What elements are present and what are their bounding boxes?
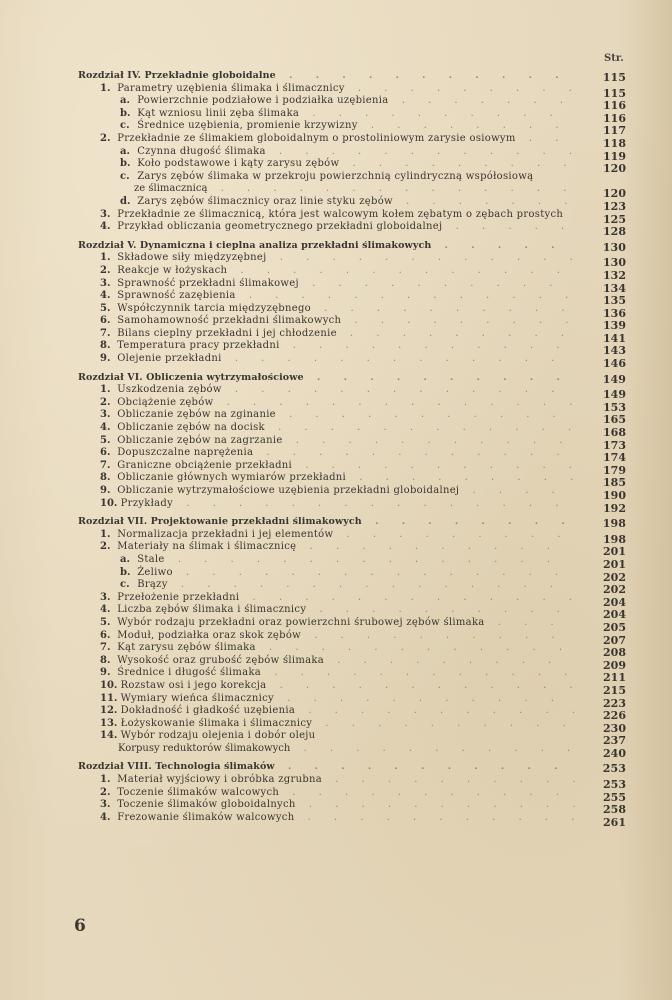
entry-label: Wybór rodzaju olejenia i dobór oleju [120,730,316,742]
entry-number: a. [120,553,130,565]
toc-entry [78,692,626,710]
page-ref: 116 [603,111,626,125]
chapter-heading [78,761,626,774]
entry-label: Toczenie ślimaków globoidalnych [117,799,296,811]
entry-label: Obliczanie głównych wymiarów przekładni [117,472,347,484]
toc-entry [78,264,626,282]
toc-entry [78,221,626,239]
entry-label: Bilans cieplny przekładni i jej chłodzenie [117,327,337,339]
leader-dots: . . . . . . . . . . [306,604,570,616]
page-ref: 207 [603,633,626,647]
page-ref: 149 [603,388,626,402]
chapter-title: Rozdział IV. Przekładnie globoidalne [78,70,276,81]
leader-dots: . . . . . . . . . [324,654,562,666]
entry-label: Przekładnie ze ślimakiem globoidalnym o prostoliniowym zarysie osiowym [117,132,516,144]
toc-entry [78,340,626,358]
entry-label: Powierzchnie podziałowe i podziałka uzębienia [137,95,389,107]
entry-number: c. [120,120,130,132]
entry-number: 2. [100,264,111,276]
entry-label: Brązy [137,579,168,591]
toc-entry [78,434,626,452]
chapter-title: Rozdział VIII. Technologia ślimaków [78,761,275,773]
entry-label: Normalizacja przekładni i jej elementów [117,528,334,540]
page-ref: 204 [603,608,626,622]
leader-dots: . . . . . . . . . . . [275,409,566,421]
entry-number: 2. [100,132,111,144]
chapter-heading [78,70,626,83]
page-ref: 230 [603,721,626,735]
leader-dots: . . . . . . . . . . . [282,434,573,446]
leader-dots: . . . . . . . . . . . . . . [213,396,583,408]
leader-dots: . . . . . . . . . . . . [255,642,573,654]
leader-dots: . . . . . . . . . . . [294,811,585,823]
page-ref: 115 [602,71,626,84]
toc-entry [78,195,626,213]
entry-number: 11. [100,692,118,704]
leader-dots: . . . . . . . . . . . . . [239,591,582,603]
toc-entry [78,528,626,546]
leader-dots: . . . . . . . . . . . . [266,679,583,691]
page-ref: 209 [603,658,626,672]
entry-number: 9. [100,353,111,365]
leader-dots: . . . . . . . . . . . . . . . [172,566,569,578]
page-ref: 118 [603,136,626,150]
entry-number: 4. [100,221,111,233]
page-ref: 237 [603,734,626,748]
toc-entry [78,485,626,502]
leader-dots: . . . . . . . . . . . [274,761,568,773]
leader-dots: . . . . . . . . . . . . . . . [164,553,561,565]
leader-dots: . . . . . . . . . [341,315,579,327]
chapter-heading [78,372,626,385]
leader-dots: . . . . . . . . . . . . [264,422,582,434]
leader-dots: . . . . . . . . . . . . [265,145,583,157]
toc-entry [78,171,626,184]
chapter-heading [78,240,626,253]
entry-label: Materiały na ślimak i ślimacznicę [117,541,297,553]
entry-number: c. [120,170,130,182]
toc-entry [78,107,626,125]
entry-number: 13. [100,717,118,729]
leader-dots: . . . . . . . . . [339,158,577,170]
entry-label: Samohamowność przekładni ślimakowych [117,315,342,327]
entry-number: 7. [100,459,111,471]
leader-dots: . . . . . . . . [361,516,575,528]
leader-dots: . . . . . . . . . . . . . . . [173,497,569,509]
page-number: 6 [74,916,86,936]
entry-label: Kąt wzniosu linii zęba ślimaka [137,107,300,119]
entry-label: Frezowanie ślimaków walcowych [117,811,295,823]
entry-label: Dokładność i gładkość uzębienia [120,705,296,717]
chapter-heading [78,516,626,529]
leader-dots: . . . . . [442,221,575,233]
entry-number: d. [120,195,131,207]
leader-dots: . . . . . . . [392,195,578,207]
entry-label: Obliczanie zębów na zagrzanie [117,434,283,446]
leader-dots: . . . . . . . . . . . [290,742,581,754]
entry-number: 2. [100,786,111,798]
toc-entry [78,786,626,804]
entry-label: Zarys zębów ślimacznicy oraz linie styku zębów [137,195,393,207]
entry-label: Przykład obliczania geometrycznego przekładni globoidalnej [117,221,443,233]
page-column-label: Str. [604,53,624,64]
page-ref: 116 [603,99,626,113]
toc-entry [78,566,626,584]
page-ref: 201 [603,545,626,559]
entry-label: Składowe siły międzyzębnej [117,252,267,264]
toc-entry [78,145,626,163]
page-ref: 174 [603,451,626,465]
entry-number: 3. [100,208,111,220]
leader-dots: . . . . . . . . . . . . . [227,264,570,276]
entry-number: a. [120,145,130,157]
page-ref: 165 [603,413,626,427]
entry-number: c. [120,579,130,591]
entry-label: ze ślimacznicą [134,183,208,195]
entry-label: Dopuszczalne naprężenia [117,447,254,459]
page-ref: 141 [603,331,626,345]
page-ref: 179 [603,463,626,477]
entry-number: a. [120,95,130,107]
entry-label: Czynna długość ślimaka [137,145,266,157]
entry-number: 4. [100,811,111,823]
toc-entry [78,396,626,414]
entry-number: 7. [100,642,111,654]
page-ref: 130 [603,256,626,270]
page-ref: 198 [602,517,626,531]
leader-dots: . . . . . . . . . [344,82,582,94]
page-ref: 134 [603,281,626,295]
entry-number: 6. [100,315,111,327]
entry-number: 2. [100,541,111,553]
entry-number: 7. [100,327,111,339]
entry-label: Przekładnie ze ślimacznicą, która jest walcowym kołem zębatym o zębach prostych [117,208,564,220]
page-ref: 208 [603,646,626,660]
entry-number: b. [120,566,131,578]
entry-label: Obliczanie zębów na zginanie [117,409,276,421]
entry-number: 1. [100,528,111,540]
entry-label: Rozstaw osi i jego korekcja [120,679,267,691]
entry-label: Obciążenie zębów [117,396,214,408]
entry-number: 12. [100,705,118,717]
leader-dots: . . . . . . . . . . . . . [221,353,565,365]
chapter-title: Rozdział VI. Obliczenia wytrzymałościowe [78,371,304,383]
toc-entry [78,82,626,100]
leader-dots: . . . . . . . . . . . [292,459,582,471]
page-ref: 120 [603,187,626,201]
page-ref: 190 [603,489,626,502]
leader-dots: . . . . . . . . . . [296,541,560,553]
page-ref: 204 [603,595,626,609]
toc-entry [78,497,626,515]
entry-number: 4. [100,604,111,616]
leader-dots: . . . . . . . . . . [299,107,563,119]
toc-entry [78,679,626,697]
leader-dots: . . . . . . . . . . [303,371,570,383]
entry-number: 4. [100,422,111,434]
entry-label: Obliczanie zębów na docisk [117,422,265,434]
toc-entry [78,616,626,634]
entry-label: Współczynnik tarcia międzyzębnego [117,302,311,314]
page-ref: 258 [603,803,626,817]
page-ref: 136 [603,306,626,320]
entry-number: 3. [100,591,111,603]
page-ref: 205 [603,620,626,634]
leader-dots: . . . . . . . . [357,120,569,132]
leader-dots: . . [515,132,569,144]
page-ref: 168 [603,426,626,440]
page-ref: 211 [603,671,626,685]
toc-entry [78,553,626,571]
page-ref: 139 [603,319,626,333]
leader-dots: . . . . . . . . . . . [273,692,564,704]
leader-dots: . . . . . . . . . . . [295,799,586,811]
page-ref: 130 [602,240,626,254]
leader-dots: . . . . . . . . . . [310,302,575,314]
chapter-title: Rozdział V. Dynamiczna i cieplna analiza przekładni ślimakowych [78,239,432,251]
page-ref: 185 [603,476,626,490]
toc-entry [78,327,626,345]
entry-label: Średnice uzębienia, promienie krzywizny [137,120,358,132]
leader-dots: . . . . . . . . . . . [279,340,570,352]
page-ref: 132 [603,268,626,282]
entry-label: Zarys zębów ślimaka w przekroju powierzchnią cylindryczną współosiową [137,170,534,182]
entry-label: Materiał wyjściowy i obróbka zgrubna [117,774,323,786]
leader-dots: . . . . . . . . . . . . [261,667,578,679]
leader-dots: . . . . . . . . . . [312,717,576,729]
entry-number: 8. [100,340,111,352]
entry-label: Korpusy reduktorów ślimakowych [118,742,291,754]
entry-label: Moduł, podziałka oraz skok zębów [117,629,302,641]
page-ref: 119 [603,149,626,163]
page-ref: 215 [603,683,626,697]
entry-number: 5. [100,616,111,628]
leader-dots: . . . . . . . . . . . . . [235,290,579,302]
entry-label: Liczba zębów ślimaka i ślimacznicy [117,604,307,616]
entry-number: 14. [100,730,118,742]
leader-dots: . . . . . . . . . [336,327,575,339]
leader-dots: . . . . . . . . . . . [275,70,569,81]
page-ref: 223 [603,696,626,710]
entry-number: b. [120,158,131,170]
entry-label: Sprawność przekładni ślimakowej [117,277,299,289]
page-ref: 117 [603,124,626,138]
toc-entry [78,629,626,647]
toc-entry [78,654,626,672]
entry-number: 8. [100,654,111,666]
entry-label: Temperatura pracy przekładni [117,340,280,352]
leader-dots: . . . . . . . . . . [322,774,586,786]
entry-number: 6. [100,629,111,641]
entry-label: Stale [137,553,165,565]
page-ref: 128 [603,225,626,239]
toc-entry [78,132,626,150]
entry-number: 1. [100,774,111,786]
entry-label: Wybór rodzaju przekładni oraz powierzchni śrubowej zębów ślimaka [117,616,485,628]
leader-dots: . . . . . . . . . . . . [253,447,570,459]
entry-number: b. [120,107,131,119]
leader-dots: . . . . . . . . . . . . . . . [167,579,564,591]
entry-number: 1. [100,252,111,264]
entry-label: Przykłady [120,497,174,509]
leader-dots: . . . . . . . . . . . [279,786,570,798]
toc-entry [78,353,626,371]
table-of-contents [78,70,626,829]
page-ref: 143 [603,344,626,358]
entry-label: Kąt zarysu zębów ślimaka [117,642,256,654]
entry-label: Toczenie ślimaków walcowych [117,786,280,798]
entry-label: Olejenie przekładni [117,353,222,365]
page-ref: 149 [602,372,626,386]
toc-entry [78,459,626,477]
leader-dots: . . . . . . . . . . . . . [221,384,565,396]
leader-dots: . . . . . . . . . [333,528,571,540]
leader-dots: . . . . . . . . . [346,472,584,484]
toc-entry [78,811,626,829]
toc-entry [78,472,626,490]
page-ref: 240 [603,746,626,760]
entry-number: 4. [100,290,111,302]
page-ref: 120 [603,162,626,176]
toc-entry [78,302,626,320]
page-ref: 226 [603,709,626,723]
entry-label: Obliczanie wytrzymałościowe uzębienia przekładni globoidalnej [117,485,460,496]
entry-label: Parametry uzębienia ślimaka i ślimacznicy [117,82,345,94]
entry-label: Uszkodzenia zębów [117,384,222,396]
entry-number: 9. [100,485,111,496]
page-ref: 173 [603,438,626,452]
page-ref: 261 [603,815,626,829]
entry-number: 3. [100,799,111,811]
leader-dots: . . . . . . . . . . [298,277,563,289]
entry-label: Sprawność zazębienia [117,290,236,302]
entry-number: 5. [100,302,111,314]
entry-number: 1. [100,384,111,396]
entry-label: Wymiary wieńca ślimacznicy [120,692,274,704]
entry-label: Łożyskowanie ślimaka i ślimacznicy [120,717,313,729]
page-ref: 123 [603,199,626,213]
leader-dots: . . . . . . . . . . . . [266,252,583,264]
page-ref: 255 [603,790,626,804]
entry-label: Średnice i długość ślimaka [117,667,262,679]
page-ref: 198 [603,532,626,546]
entry-number: 9. [100,667,111,679]
leader-dots: . . . . [459,485,565,496]
chapter-title: Rozdział VII. Projektowanie przekładni ślimakowych [78,516,362,528]
entry-number: 2. [100,396,111,408]
page-ref: 115 [603,86,626,100]
page-ref: 146 [603,357,626,371]
page-ref: 192 [603,501,626,515]
leader-dots: . . . . . [431,239,565,251]
entry-number: 8. [100,472,111,484]
entry-number: 3. [100,409,111,421]
entry-label: Reakcje w łożyskach [117,264,228,276]
entry-label: Przełożenie przekładni [117,591,240,603]
entry-number: 1. [100,82,111,94]
page-ref: 201 [603,557,626,571]
entry-label: Koło podstawowe i kąty zarysu zębów [137,158,340,170]
toc-entry [78,742,626,760]
toc-entry [78,277,626,295]
page-ref: 253 [602,762,626,776]
entry-number: 5. [100,434,111,446]
leader-dots: . . . . . . . . . . . . . . [207,183,577,195]
entry-number: 10. [100,497,118,509]
leader-dots: . . . . . . . [388,95,574,107]
page-ref: 135 [603,294,626,308]
leader-dots: . . . . . . . . . . [301,629,565,641]
entry-label: Żeliwo [137,566,173,578]
page-ref: 153 [603,400,626,414]
entry-number: 10. [100,679,118,691]
toc-entry [78,208,626,226]
entry-number: 3. [100,277,111,289]
entry-label: Graniczne obciążenie przekładni [117,459,293,471]
leader-dots: . . . . . . . . . . . [295,705,586,717]
page-ref: 125 [603,212,626,226]
toc-entry [78,409,626,427]
entry-number: 6. [100,447,111,459]
page-ref: 253 [603,778,626,792]
leader-dots: . . . [484,616,564,628]
page-ref: 202 [603,570,626,584]
entry-label: Wysokość oraz grubość zębów ślimaka [117,654,325,666]
toc-entry [78,717,626,735]
toc-entry [78,591,626,609]
page-ref: 202 [603,583,626,597]
